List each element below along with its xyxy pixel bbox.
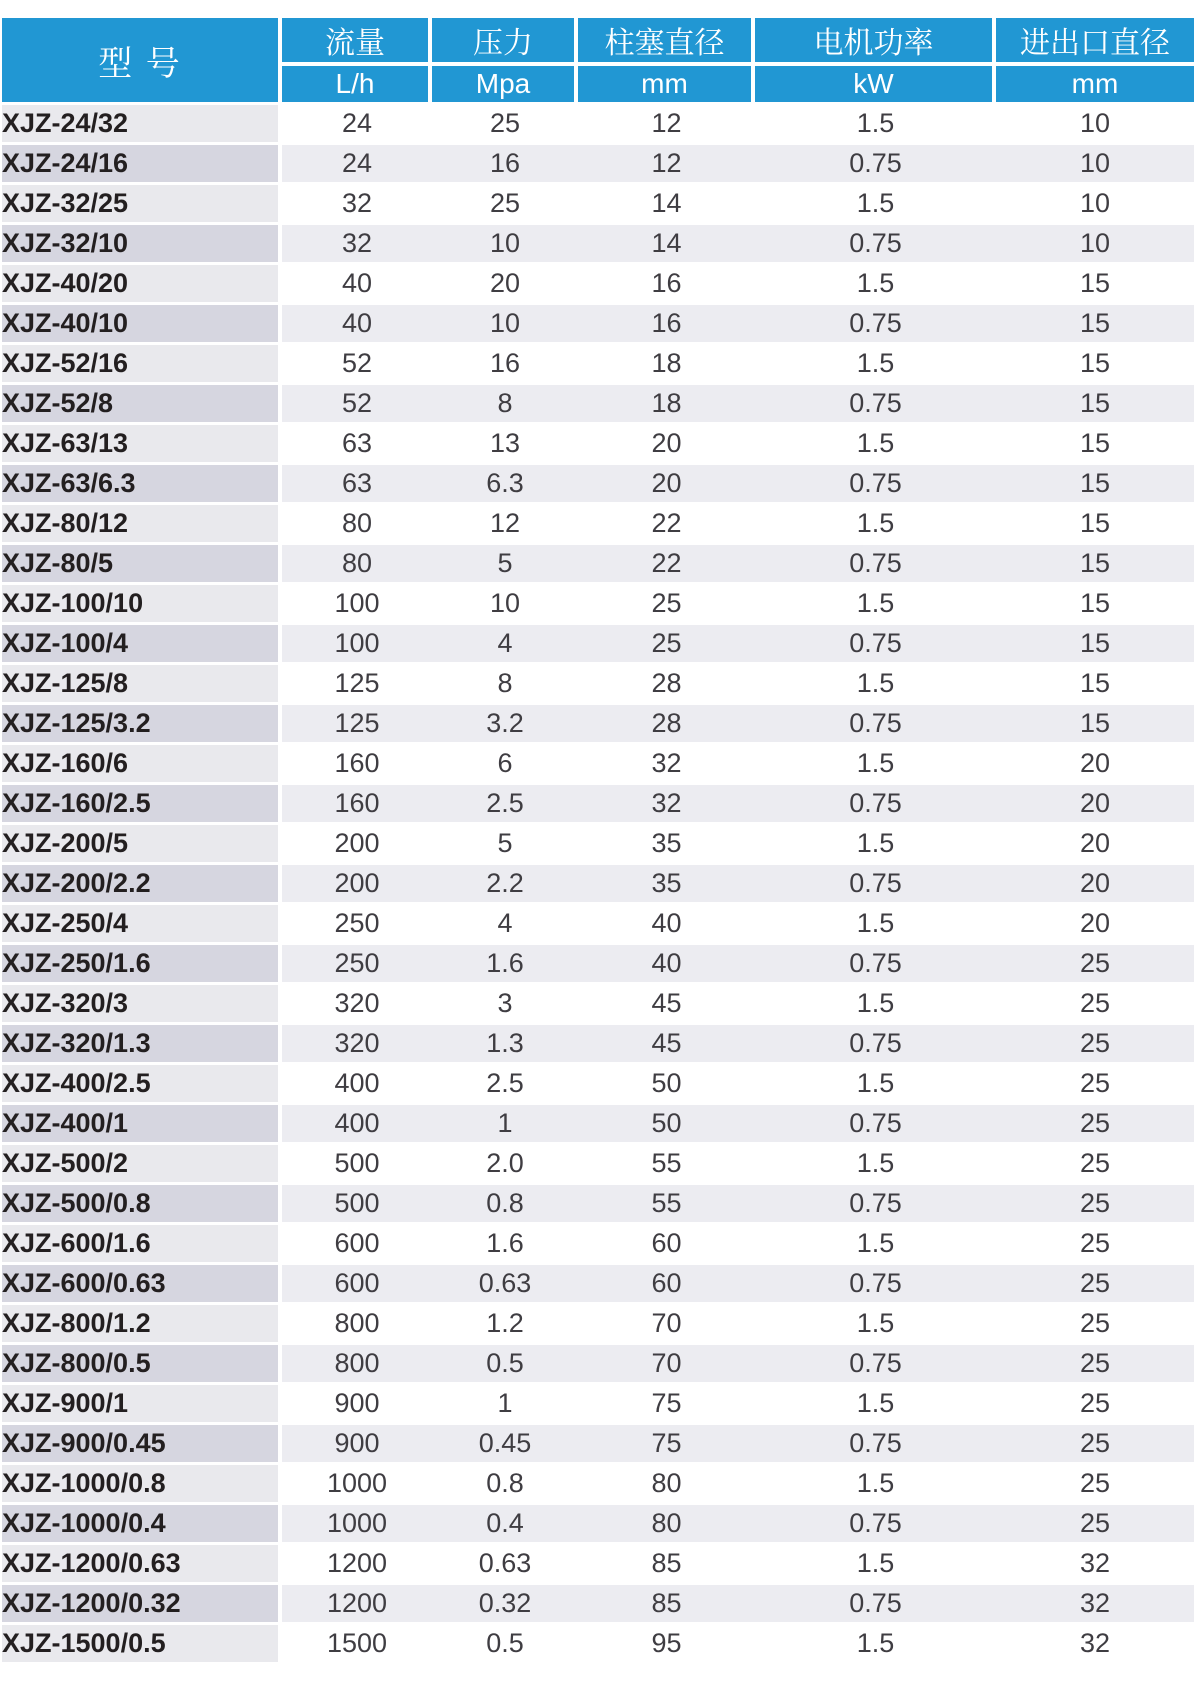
- model-cell: XJZ-250/1.6: [2, 945, 282, 985]
- model-cell: XJZ-52/8: [2, 385, 282, 425]
- value-cell: 25: [996, 1105, 1194, 1145]
- model-cell: XJZ-40/20: [2, 265, 282, 305]
- table-row: [2, 1105, 1194, 1145]
- value-cell: 10: [432, 225, 578, 265]
- value-cell: 1: [432, 1385, 578, 1425]
- value-cell: 25: [996, 1185, 1194, 1225]
- value-cell: 2.5: [432, 1065, 578, 1105]
- value-cell: 85: [578, 1545, 755, 1585]
- value-cell: 12: [432, 505, 578, 545]
- value-cell: 0.8: [432, 1185, 578, 1225]
- value-cell: 20: [996, 865, 1194, 905]
- value-cell: 0.8: [432, 1465, 578, 1505]
- value-cell: 22: [578, 545, 755, 585]
- header-pressure-unit: Mpa: [432, 66, 578, 105]
- value-cell: 15: [996, 545, 1194, 585]
- value-cell: 20: [996, 905, 1194, 945]
- value-cell: 10: [432, 585, 578, 625]
- value-cell: 1.5: [755, 665, 996, 705]
- value-cell: 1000: [282, 1505, 432, 1545]
- value-cell: 320: [282, 1025, 432, 1065]
- table-row: [2, 1545, 1194, 1585]
- value-cell: 1.5: [755, 265, 996, 305]
- model-cell: XJZ-40/10: [2, 305, 282, 345]
- value-cell: 0.75: [755, 945, 996, 985]
- value-cell: 1.5: [755, 1145, 996, 1185]
- value-cell: 1.5: [755, 825, 996, 865]
- value-cell: 52: [282, 385, 432, 425]
- value-cell: 0.5: [432, 1345, 578, 1385]
- value-cell: 85: [578, 1585, 755, 1625]
- value-cell: 12: [578, 105, 755, 145]
- value-cell: 40: [578, 945, 755, 985]
- value-cell: 25: [996, 1345, 1194, 1385]
- value-cell: 100: [282, 585, 432, 625]
- value-cell: 32: [996, 1545, 1194, 1585]
- table-row: [2, 905, 1194, 945]
- model-cell: XJZ-160/2.5: [2, 785, 282, 825]
- value-cell: 32: [996, 1585, 1194, 1625]
- value-cell: 10: [996, 145, 1194, 185]
- value-cell: 32: [996, 1625, 1194, 1665]
- value-cell: 80: [282, 505, 432, 545]
- value-cell: 800: [282, 1345, 432, 1385]
- value-cell: 22: [578, 505, 755, 545]
- value-cell: 8: [432, 665, 578, 705]
- value-cell: 0.75: [755, 1585, 996, 1625]
- value-cell: 500: [282, 1145, 432, 1185]
- value-cell: 0.75: [755, 865, 996, 905]
- value-cell: 15: [996, 665, 1194, 705]
- table-row: [2, 385, 1194, 425]
- model-cell: XJZ-24/32: [2, 105, 282, 145]
- value-cell: 16: [578, 265, 755, 305]
- header-flow-unit: L/h: [282, 66, 432, 105]
- value-cell: 28: [578, 705, 755, 745]
- model-cell: XJZ-250/4: [2, 905, 282, 945]
- value-cell: 0.75: [755, 465, 996, 505]
- model-cell: XJZ-63/13: [2, 425, 282, 465]
- value-cell: 250: [282, 905, 432, 945]
- value-cell: 5: [432, 545, 578, 585]
- value-cell: 125: [282, 665, 432, 705]
- model-cell: XJZ-400/2.5: [2, 1065, 282, 1105]
- table-row: [2, 1465, 1194, 1505]
- table-row: [2, 1265, 1194, 1305]
- table-row: [2, 1625, 1194, 1665]
- model-cell: XJZ-200/5: [2, 825, 282, 865]
- table-row: [2, 985, 1194, 1025]
- value-cell: 50: [578, 1105, 755, 1145]
- model-cell: XJZ-320/3: [2, 985, 282, 1025]
- model-cell: XJZ-160/6: [2, 745, 282, 785]
- value-cell: 16: [432, 345, 578, 385]
- value-cell: 1.2: [432, 1305, 578, 1345]
- header-port-diameter-unit: mm: [996, 66, 1194, 105]
- value-cell: 12: [578, 145, 755, 185]
- table-row: [2, 225, 1194, 265]
- header-row-labels: [2, 18, 1194, 66]
- value-cell: 32: [578, 745, 755, 785]
- value-cell: 20: [432, 265, 578, 305]
- model-cell: XJZ-600/0.63: [2, 1265, 282, 1305]
- value-cell: 1.5: [755, 1065, 996, 1105]
- value-cell: 1.6: [432, 1225, 578, 1265]
- table-row: [2, 865, 1194, 905]
- model-cell: XJZ-63/6.3: [2, 465, 282, 505]
- model-cell: XJZ-900/1: [2, 1385, 282, 1425]
- value-cell: 32: [282, 185, 432, 225]
- value-cell: 1.5: [755, 505, 996, 545]
- value-cell: 20: [578, 465, 755, 505]
- value-cell: 14: [578, 185, 755, 225]
- value-cell: 25: [996, 1225, 1194, 1265]
- model-cell: XJZ-600/1.6: [2, 1225, 282, 1265]
- value-cell: 6.3: [432, 465, 578, 505]
- model-cell: XJZ-1200/0.32: [2, 1585, 282, 1625]
- table-row: [2, 545, 1194, 585]
- value-cell: 1.5: [755, 905, 996, 945]
- value-cell: 15: [996, 585, 1194, 625]
- value-cell: 125: [282, 705, 432, 745]
- value-cell: 0.75: [755, 705, 996, 745]
- value-cell: 0.75: [755, 1105, 996, 1145]
- value-cell: 15: [996, 305, 1194, 345]
- value-cell: 250: [282, 945, 432, 985]
- spec-table: [2, 18, 1194, 1665]
- table-row: [2, 625, 1194, 665]
- header-pressure-label: 压力: [432, 18, 578, 66]
- table-row: [2, 425, 1194, 465]
- model-cell: XJZ-500/2: [2, 1145, 282, 1185]
- value-cell: 80: [578, 1505, 755, 1545]
- value-cell: 10: [996, 185, 1194, 225]
- value-cell: 0.4: [432, 1505, 578, 1545]
- value-cell: 0.75: [755, 385, 996, 425]
- value-cell: 1000: [282, 1465, 432, 1505]
- value-cell: 4: [432, 625, 578, 665]
- table-row: [2, 1225, 1194, 1265]
- model-cell: XJZ-80/12: [2, 505, 282, 545]
- value-cell: 25: [996, 1465, 1194, 1505]
- value-cell: 3.2: [432, 705, 578, 745]
- value-cell: 1.5: [755, 345, 996, 385]
- value-cell: 1.6: [432, 945, 578, 985]
- value-cell: 50: [578, 1065, 755, 1105]
- value-cell: 25: [996, 1265, 1194, 1305]
- model-cell: XJZ-125/3.2: [2, 705, 282, 745]
- value-cell: 0.63: [432, 1545, 578, 1585]
- table-row: [2, 785, 1194, 825]
- model-cell: XJZ-900/0.45: [2, 1425, 282, 1465]
- model-cell: XJZ-24/16: [2, 145, 282, 185]
- value-cell: 35: [578, 865, 755, 905]
- value-cell: 1200: [282, 1545, 432, 1585]
- table-row: [2, 1065, 1194, 1105]
- value-cell: 0.75: [755, 545, 996, 585]
- value-cell: 160: [282, 745, 432, 785]
- value-cell: 32: [578, 785, 755, 825]
- value-cell: 200: [282, 865, 432, 905]
- value-cell: 8: [432, 385, 578, 425]
- table-row: [2, 1345, 1194, 1385]
- value-cell: 24: [282, 105, 432, 145]
- header-motor-power-unit: kW: [755, 66, 996, 105]
- table-row: [2, 1145, 1194, 1185]
- value-cell: 1500: [282, 1625, 432, 1665]
- header-model: 型 号: [2, 18, 282, 105]
- header-motor-power-label: 电机功率: [755, 18, 996, 66]
- table-row: [2, 505, 1194, 545]
- value-cell: 0.63: [432, 1265, 578, 1305]
- value-cell: 24: [282, 145, 432, 185]
- value-cell: 25: [996, 1145, 1194, 1185]
- value-cell: 45: [578, 985, 755, 1025]
- model-cell: XJZ-32/10: [2, 225, 282, 265]
- value-cell: 13: [432, 425, 578, 465]
- value-cell: 0.75: [755, 1425, 996, 1465]
- value-cell: 320: [282, 985, 432, 1025]
- value-cell: 25: [996, 1065, 1194, 1105]
- model-cell: XJZ-1500/0.5: [2, 1625, 282, 1665]
- table-row: [2, 1385, 1194, 1425]
- table-row: [2, 1305, 1194, 1345]
- value-cell: 0.32: [432, 1585, 578, 1625]
- value-cell: 1.5: [755, 585, 996, 625]
- value-cell: 18: [578, 385, 755, 425]
- model-cell: XJZ-80/5: [2, 545, 282, 585]
- value-cell: 1.5: [755, 425, 996, 465]
- value-cell: 35: [578, 825, 755, 865]
- value-cell: 1.5: [755, 1305, 996, 1345]
- header-plunger-diameter-label: 柱塞直径: [578, 18, 755, 66]
- model-cell: XJZ-52/16: [2, 345, 282, 385]
- value-cell: 60: [578, 1265, 755, 1305]
- model-cell: XJZ-1000/0.8: [2, 1465, 282, 1505]
- value-cell: 20: [996, 785, 1194, 825]
- table-body: [2, 105, 1194, 1665]
- model-cell: XJZ-1000/0.4: [2, 1505, 282, 1545]
- value-cell: 0.75: [755, 305, 996, 345]
- value-cell: 0.75: [755, 1505, 996, 1545]
- value-cell: 15: [996, 705, 1194, 745]
- value-cell: 1.5: [755, 1385, 996, 1425]
- value-cell: 800: [282, 1305, 432, 1345]
- value-cell: 1.5: [755, 985, 996, 1025]
- model-cell: XJZ-500/0.8: [2, 1185, 282, 1225]
- table-row: [2, 465, 1194, 505]
- table-row: [2, 105, 1194, 145]
- value-cell: 6: [432, 745, 578, 785]
- table-row: [2, 585, 1194, 625]
- table-row: [2, 745, 1194, 785]
- table-row: [2, 345, 1194, 385]
- model-cell: XJZ-32/25: [2, 185, 282, 225]
- value-cell: 40: [578, 905, 755, 945]
- value-cell: 25: [996, 1025, 1194, 1065]
- value-cell: 25: [996, 1385, 1194, 1425]
- value-cell: 20: [578, 425, 755, 465]
- value-cell: 40: [282, 305, 432, 345]
- value-cell: 10: [432, 305, 578, 345]
- value-cell: 1.3: [432, 1025, 578, 1065]
- model-cell: XJZ-800/1.2: [2, 1305, 282, 1345]
- value-cell: 2.2: [432, 865, 578, 905]
- value-cell: 25: [432, 105, 578, 145]
- value-cell: 0.75: [755, 1025, 996, 1065]
- table-row: [2, 1185, 1194, 1225]
- value-cell: 95: [578, 1625, 755, 1665]
- table-row: [2, 1025, 1194, 1065]
- value-cell: 1.5: [755, 1465, 996, 1505]
- value-cell: 600: [282, 1225, 432, 1265]
- table-header: [2, 18, 1194, 105]
- table-row: [2, 185, 1194, 225]
- table-row: [2, 1585, 1194, 1625]
- header-flow-label: 流量: [282, 18, 432, 66]
- value-cell: 3: [432, 985, 578, 1025]
- value-cell: 55: [578, 1185, 755, 1225]
- value-cell: 10: [996, 225, 1194, 265]
- header-port-diameter-label: 进出口直径: [996, 18, 1194, 66]
- value-cell: 25: [996, 1425, 1194, 1465]
- value-cell: 14: [578, 225, 755, 265]
- value-cell: 2.5: [432, 785, 578, 825]
- value-cell: 75: [578, 1425, 755, 1465]
- value-cell: 10: [996, 105, 1194, 145]
- value-cell: 0.75: [755, 145, 996, 185]
- value-cell: 20: [996, 825, 1194, 865]
- value-cell: 80: [578, 1465, 755, 1505]
- value-cell: 0.75: [755, 1345, 996, 1385]
- value-cell: 0.75: [755, 1185, 996, 1225]
- value-cell: 0.45: [432, 1425, 578, 1465]
- table-row: [2, 665, 1194, 705]
- value-cell: 25: [996, 1305, 1194, 1345]
- value-cell: 25: [578, 625, 755, 665]
- value-cell: 0.75: [755, 1265, 996, 1305]
- value-cell: 18: [578, 345, 755, 385]
- model-cell: XJZ-100/10: [2, 585, 282, 625]
- value-cell: 1.5: [755, 1625, 996, 1665]
- value-cell: 75: [578, 1385, 755, 1425]
- value-cell: 40: [282, 265, 432, 305]
- value-cell: 25: [996, 985, 1194, 1025]
- value-cell: 0.75: [755, 785, 996, 825]
- value-cell: 500: [282, 1185, 432, 1225]
- table-row: [2, 265, 1194, 305]
- value-cell: 2.0: [432, 1145, 578, 1185]
- value-cell: 45: [578, 1025, 755, 1065]
- value-cell: 400: [282, 1105, 432, 1145]
- model-cell: XJZ-125/8: [2, 665, 282, 705]
- model-cell: XJZ-400/1: [2, 1105, 282, 1145]
- table-row: [2, 1425, 1194, 1465]
- value-cell: 100: [282, 625, 432, 665]
- value-cell: 0.75: [755, 625, 996, 665]
- value-cell: 16: [432, 145, 578, 185]
- value-cell: 15: [996, 625, 1194, 665]
- value-cell: 15: [996, 465, 1194, 505]
- value-cell: 1.5: [755, 745, 996, 785]
- value-cell: 1.5: [755, 1225, 996, 1265]
- value-cell: 160: [282, 785, 432, 825]
- value-cell: 200: [282, 825, 432, 865]
- value-cell: 1.5: [755, 185, 996, 225]
- value-cell: 15: [996, 265, 1194, 305]
- value-cell: 1: [432, 1105, 578, 1145]
- model-cell: XJZ-100/4: [2, 625, 282, 665]
- table-row: [2, 825, 1194, 865]
- value-cell: 70: [578, 1345, 755, 1385]
- value-cell: 1200: [282, 1585, 432, 1625]
- value-cell: 25: [432, 185, 578, 225]
- value-cell: 600: [282, 1265, 432, 1305]
- value-cell: 25: [996, 945, 1194, 985]
- header-plunger-diameter-unit: mm: [578, 66, 755, 105]
- value-cell: 1.5: [755, 105, 996, 145]
- value-cell: 63: [282, 465, 432, 505]
- table-row: [2, 945, 1194, 985]
- table-row: [2, 305, 1194, 345]
- value-cell: 70: [578, 1305, 755, 1345]
- table-row: [2, 1505, 1194, 1545]
- value-cell: 55: [578, 1145, 755, 1185]
- value-cell: 15: [996, 505, 1194, 545]
- value-cell: 900: [282, 1385, 432, 1425]
- value-cell: 5: [432, 825, 578, 865]
- value-cell: 0.75: [755, 225, 996, 265]
- value-cell: 25: [578, 585, 755, 625]
- value-cell: 60: [578, 1225, 755, 1265]
- table-row: [2, 145, 1194, 185]
- model-cell: XJZ-320/1.3: [2, 1025, 282, 1065]
- value-cell: 28: [578, 665, 755, 705]
- value-cell: 900: [282, 1425, 432, 1465]
- value-cell: 15: [996, 345, 1194, 385]
- model-cell: XJZ-800/0.5: [2, 1345, 282, 1385]
- model-cell: XJZ-200/2.2: [2, 865, 282, 905]
- model-cell: XJZ-1200/0.63: [2, 1545, 282, 1585]
- value-cell: 32: [282, 225, 432, 265]
- value-cell: 16: [578, 305, 755, 345]
- value-cell: 15: [996, 425, 1194, 465]
- value-cell: 0.5: [432, 1625, 578, 1665]
- value-cell: 63: [282, 425, 432, 465]
- value-cell: 4: [432, 905, 578, 945]
- value-cell: 400: [282, 1065, 432, 1105]
- value-cell: 15: [996, 385, 1194, 425]
- value-cell: 25: [996, 1505, 1194, 1545]
- value-cell: 52: [282, 345, 432, 385]
- value-cell: 1.5: [755, 1545, 996, 1585]
- value-cell: 20: [996, 745, 1194, 785]
- table-row: [2, 705, 1194, 745]
- value-cell: 80: [282, 545, 432, 585]
